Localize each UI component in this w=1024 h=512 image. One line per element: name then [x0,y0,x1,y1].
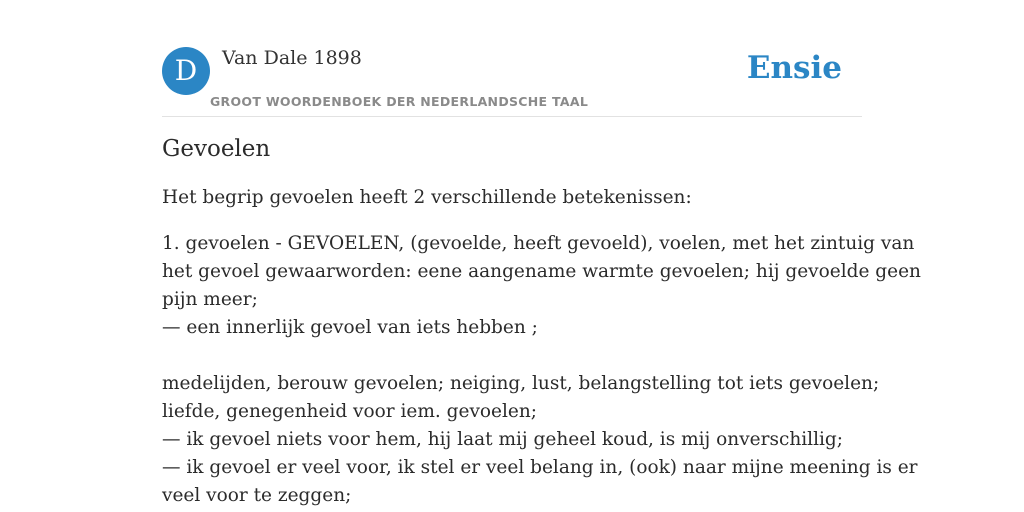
definition-line: — ik gevoel niets voor hem, hij laat mij geheel koud, is mij onverschillig; [162,429,843,450]
definition-line: — ik gevoel er veel voor, ik stel er veel belang in, (ook) naar mijne meening is er [162,457,918,478]
entry-intro: Het begrip gevoelen heeft 2 verschillende betekenissen: [162,187,692,208]
entry-title: Gevoelen [162,136,271,162]
entry-content [162,136,921,510]
definition-line: veel voor te zeggen; [162,485,352,506]
definition-line: pijn meer; [162,289,258,310]
definition-line: liefde, genegenheid voor iem. gevoelen; [162,401,538,422]
brand-logo[interactable]: Ensie [746,50,842,86]
site-header [162,42,862,117]
definition-text [162,230,921,510]
definition-line: het gevoel gewaarworden: eene aangename warmte gevoelen; hij gevoelde geen [162,261,921,282]
definition-line: medelijden, berouw gevoelen; neiging, lust, belangstelling tot iets gevoelen; [162,373,880,394]
definition-line: — een innerlijk gevoel van iets hebben ; [162,317,538,338]
definition-line: 1. gevoelen - GEVOELEN, (gevoelde, heeft gevoeld), voelen, met het zintuig van [162,233,915,254]
dictionary-name[interactable]: Van Dale 1898 [222,47,362,69]
dictionary-logo[interactable]: D [162,47,210,95]
paragraph-break [162,342,862,370]
dictionary-subtitle: GROOT WOORDENBOEK DER NEDERLANDSCHE TAAL [210,94,589,109]
